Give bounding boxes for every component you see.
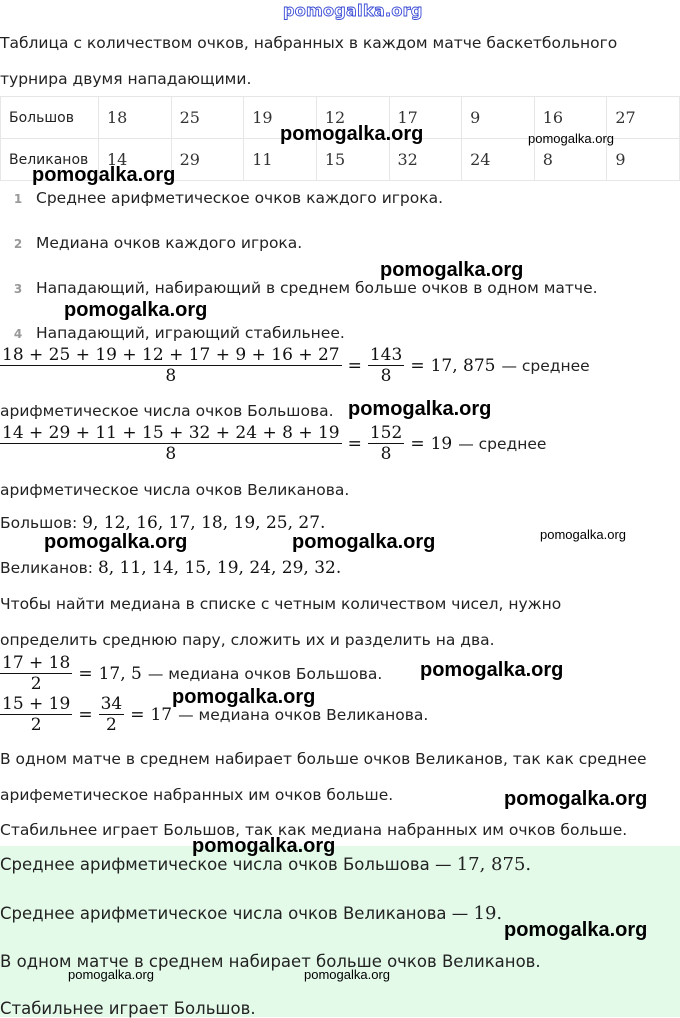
watermark: pomogalka.org [32,164,176,186]
answer-text: Среднее арифметическое числа очков Великанова — [0,904,469,923]
score-cell: 15 [316,139,389,181]
denominator: 2 [30,674,42,694]
answer-text: Стабильнее играет Большов. [0,999,256,1018]
conclusion-line-1: В одном матче в среднем набирает больше очков Великанов, так как среднее [0,750,647,768]
fraction [368,345,404,386]
score-cell: 11 [244,139,317,181]
task-item [0,189,443,207]
player-name: Великанов [1,139,99,181]
task-text: Нападающий, играющий стабильнее. [36,324,345,342]
score-cell: 32 [389,139,462,181]
score-cell: 9 [462,97,535,139]
score-cell: 12 [316,97,389,139]
fraction [0,653,72,694]
sorted-velikanov [0,558,341,578]
watermark: pomogalka.org [304,967,390,982]
result-label: — медиана очков Большова. [147,664,383,683]
denominator: 8 [165,444,177,464]
score-cell: 25 [171,97,244,139]
score-cell: 24 [462,139,535,181]
watermark: pomogalka.org [64,299,208,321]
conclusion-line-2: арифеметическое набранных им очков больше. [0,786,394,804]
sorted-bolshov [0,513,325,533]
task-number: 1 [13,192,23,206]
conclusion-line-3: Стабильнее играет Большов, так как медиана набранных им очков больше. [0,821,628,839]
answer-math: 17, 875. [456,854,532,875]
fraction [0,694,72,735]
result-label: — среднее [501,356,590,375]
equals-sign: = [130,704,145,725]
equals-sign: = [78,663,93,684]
numerator: 143 [369,345,403,365]
task-item [0,234,302,252]
denominator: 2 [30,715,42,735]
sorted-values: 9, 12, 16, 17, 18, 19, 25, 27. [82,513,326,533]
task-item [0,324,345,342]
watermark: pomogalka.org [292,531,436,553]
equals-sign: = [78,704,93,725]
task-number: 2 [13,237,23,251]
mean-velikanov-equation [0,423,546,464]
watermark: pomogalka.org [504,788,648,810]
watermark: pomogalka.org [44,531,188,553]
watermark: pomogalka.org [380,259,524,281]
sorted-label: Великанов: [0,559,93,577]
answer-text: Среднее арифметическое числа очков Большова — [0,855,452,874]
task-number: 3 [13,282,23,296]
median-rule-line-2: определить среднюю пару, сложить их и разделить на два. [0,631,495,649]
score-cell: 9 [607,139,680,181]
numerator: 152 [369,423,403,443]
fraction [99,694,125,735]
sorted-values: 8, 11, 14, 15, 19, 24, 29, 32. [97,558,342,578]
fraction [368,423,404,464]
site-title-link[interactable]: pomogalka.org [283,1,423,20]
score-cell: 17 [389,97,462,139]
watermark: pomogalka.org [504,919,648,941]
denominator: 8 [380,366,392,386]
task-number: 4 [13,327,23,341]
watermark: pomogalka.org [420,659,564,681]
numerator: 15 + 19 [2,694,71,714]
result-label: — медиана очков Великанова. [178,705,429,724]
sorted-label: Большов: [0,514,78,532]
equals-sign: = [410,433,425,454]
result: 17, 5 [98,663,142,684]
watermark: pomogalka.org [348,398,492,420]
denominator: 8 [380,444,392,464]
equals-sign: = [410,355,425,376]
numerator: 17 + 18 [2,653,71,673]
answer-math: 19. [473,903,503,924]
median-rule-line-1: Чтобы найти медиана в списке с четным количеством чисел, нужно [0,595,562,613]
score-cell: 14 [99,139,172,181]
score-cell: 18 [99,97,172,139]
watermark: pomogalka.org [68,967,154,982]
denominator: 2 [105,715,117,735]
equals-sign: = [347,433,362,454]
score-cell: 29 [171,139,244,181]
answer-line [0,999,256,1018]
mean-bolshov-continuation: арифметическое числа очков Большова. [0,402,334,420]
watermark: pomogalka.org [192,835,336,857]
mean-bolshov-equation [0,345,590,386]
task-text: Нападающий, набирающий в среднем больше очков в одном матче. [36,279,598,297]
player-name: Большов [1,97,99,139]
numerator: 34 [100,694,123,714]
watermark: pomogalka.org [172,686,316,708]
fraction [0,423,342,464]
watermark: pomogalka.org [528,131,614,146]
answer-line [0,903,502,924]
result: 19 [430,433,453,454]
score-cell: 16 [534,97,607,139]
score-cell: 8 [534,139,607,181]
task-text: Среднее арифметическое очков каждого игрока. [36,189,444,207]
mean-velikanov-continuation: арифметическое числа очков Великанова. [0,481,350,499]
score-cell: 27 [607,97,680,139]
watermark: pomogalka.org [540,527,626,542]
numerator: 14 + 29 + 11 + 15 + 32 + 24 + 8 + 19 [2,423,340,443]
score-cell: 19 [244,97,317,139]
result: 17, 875 [430,355,496,376]
intro-line-1: Таблица с количеством очков, набранных в каждом матче баскетбольного [0,34,618,52]
intro-line-2: турнира двумя нападающими. [0,70,252,88]
task-text: Медиана очков каждого игрока. [36,234,303,252]
numerator: 18 + 25 + 19 + 12 + 17 + 9 + 16 + 27 [2,345,340,365]
result: 17 [150,704,173,725]
result-label: — среднее [458,434,547,453]
denominator: 8 [165,366,177,386]
watermark: pomogalka.org [280,123,424,145]
fraction [0,345,342,386]
equals-sign: = [347,355,362,376]
answer-text: В одном матче в среднем набирает больше очков Великанов. [0,952,541,971]
